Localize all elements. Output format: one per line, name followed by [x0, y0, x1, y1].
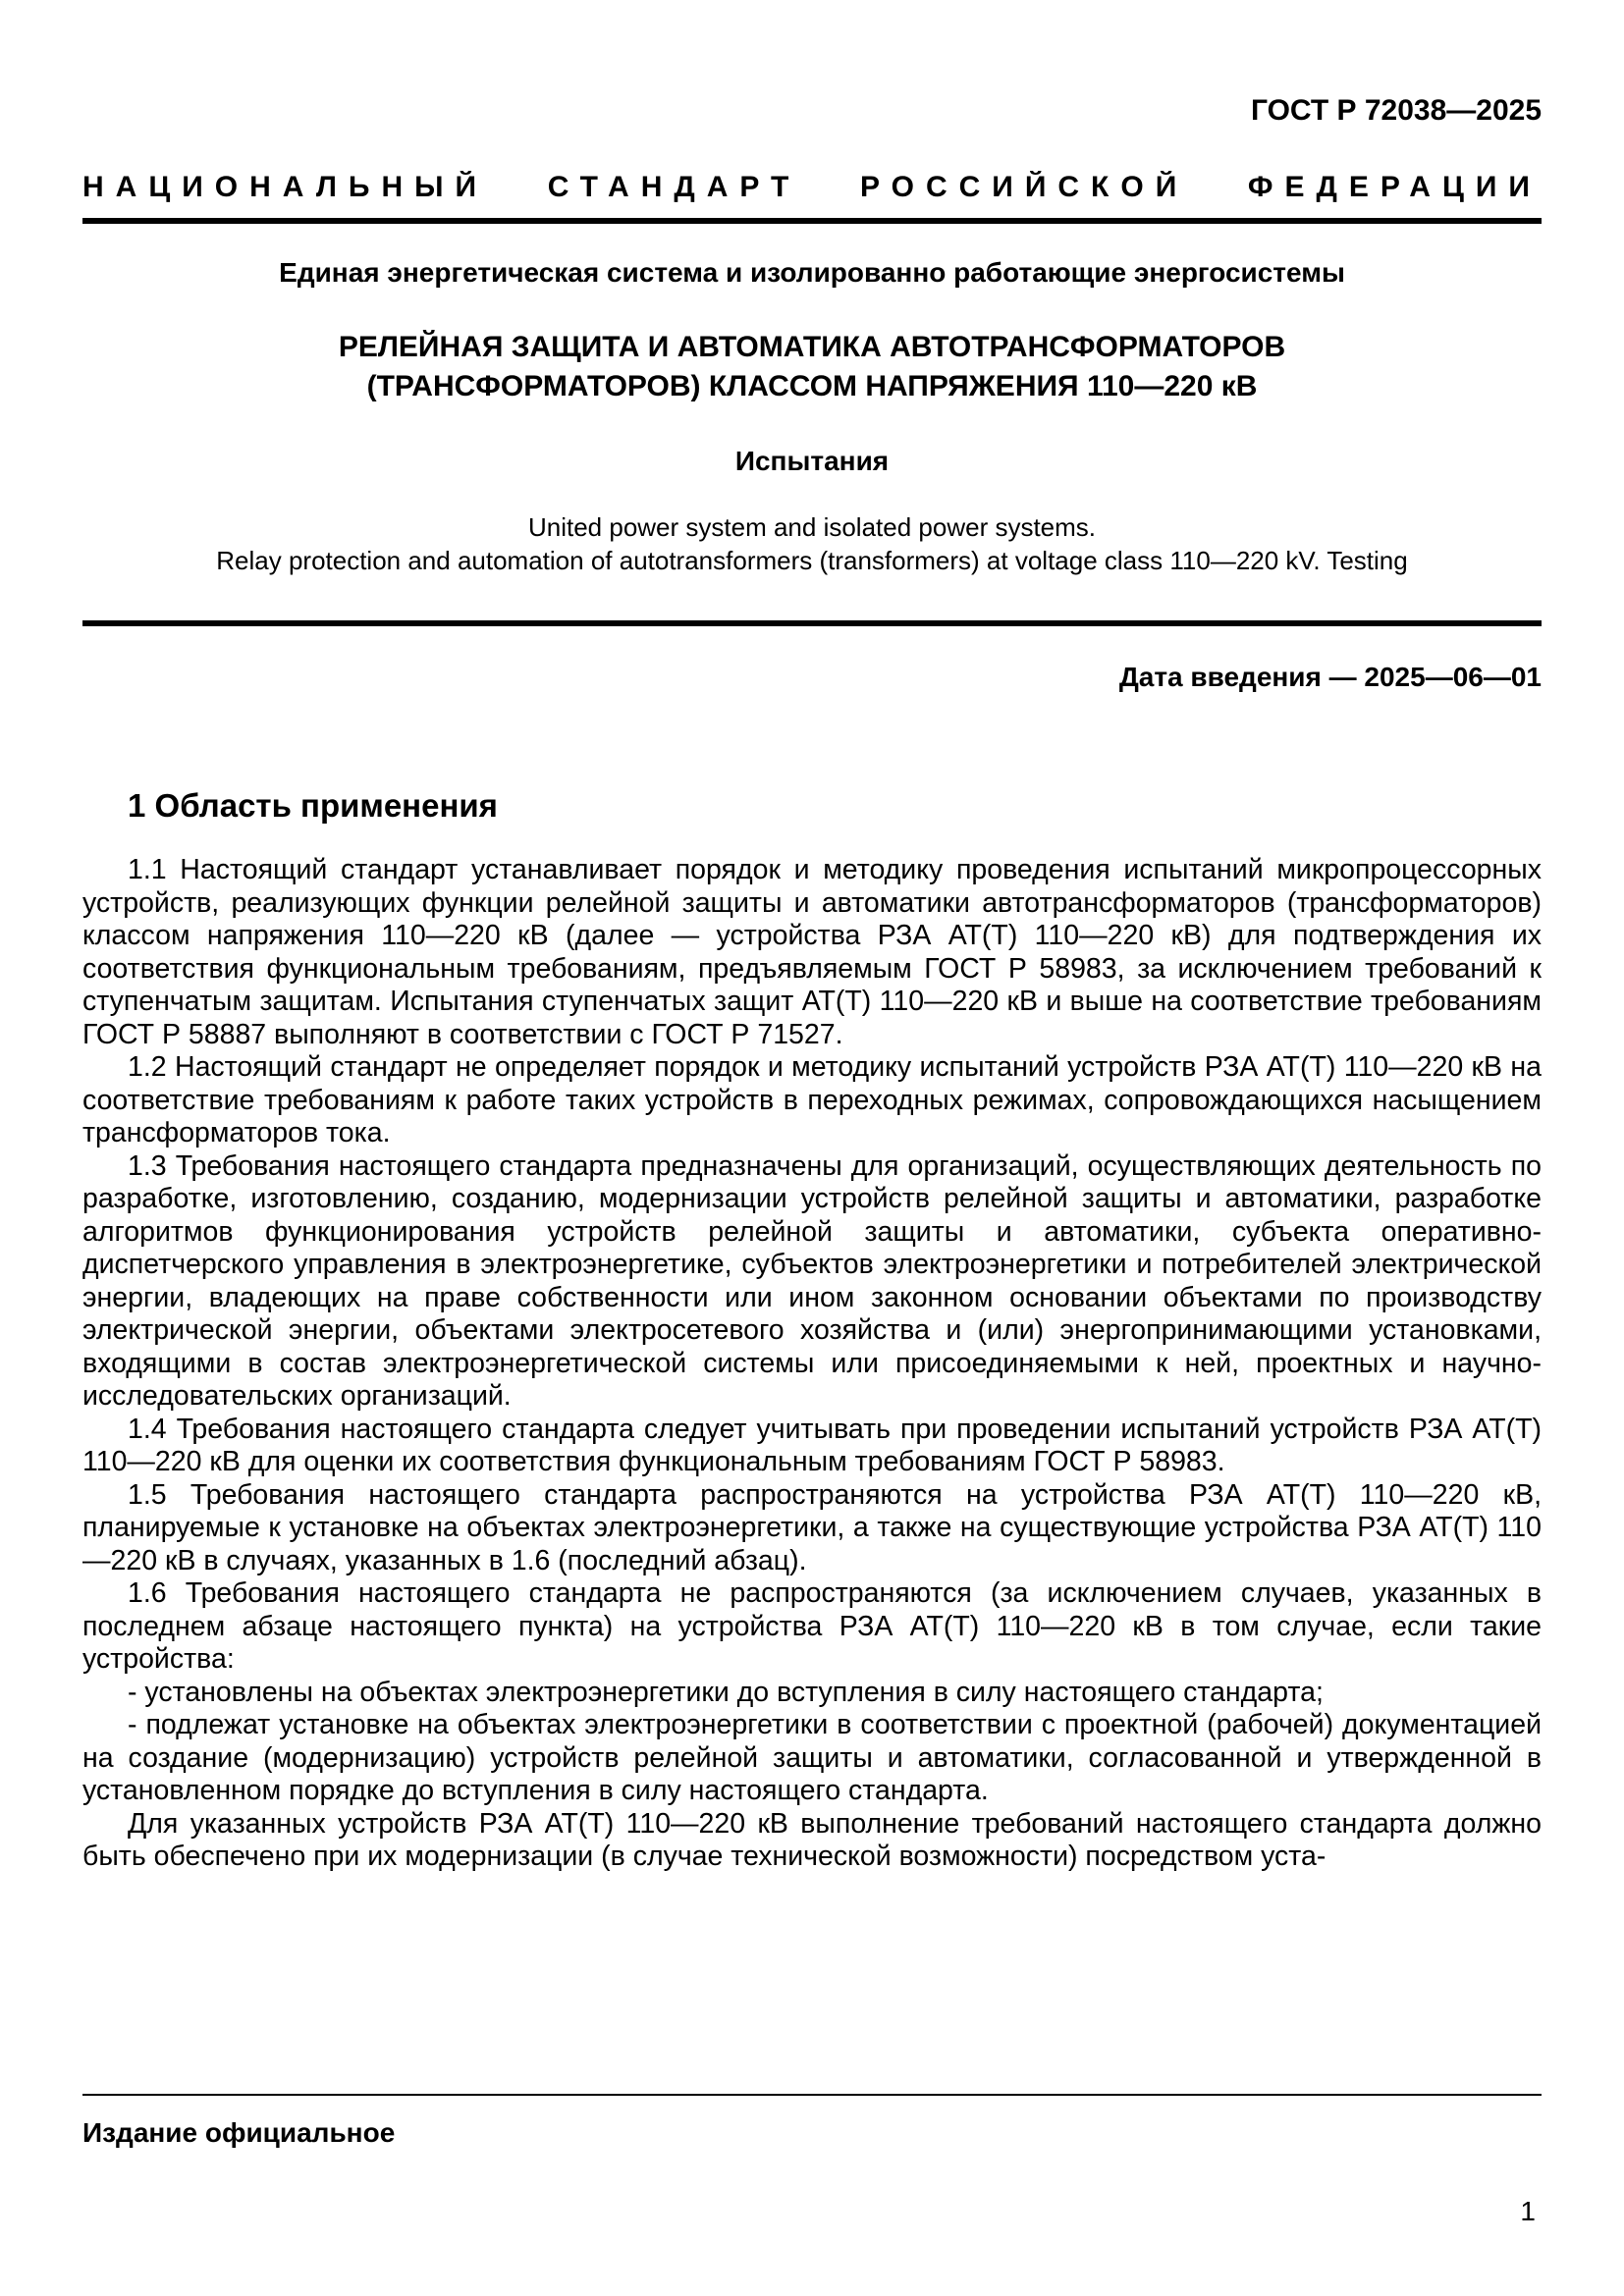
page-footer — [82, 2094, 1542, 2227]
header-rule — [82, 218, 1542, 224]
footer-rule — [82, 2094, 1542, 2096]
standard-title-line1: РЕЛЕЙНАЯ ЗАЩИТА И АВТОМАТИКА АВТОТРАНСФОРМАТОРОВ — [338, 331, 1286, 363]
section-heading: 1 Область применения — [128, 787, 498, 824]
official-edition-label: Издание официальное — [82, 2117, 396, 2148]
list-item: - установлены на объектах электроэнергетики до вступления в силу настоящего стандарта; — [128, 1676, 1324, 1708]
standard-title-english-line2: Relay protection and automation of autotransformers (transformers) at voltage class 110—220 kV. Testing — [216, 546, 1408, 575]
standard-subtitle: Испытания — [734, 446, 890, 476]
standard-title-line2: (ТРАНСФОРМАТОРОВ) КЛАССОМ НАПРЯЖЕНИЯ 110—220 кВ — [366, 370, 1258, 402]
paragraph: 1.2 Настоящий стандарт не определяет порядок и методику испытаний устройств РЗА АТ(Т) 110—220 кВ на соответствие требованиям к работе таких устройств в переходных режимах, сопровождающихся насыщением трансформаторов тока. — [82, 1051, 1542, 1148]
paragraph: 1.1 Настоящий стандарт устанавливает порядок и методику проведения испытаний микропроцессорных устройств, реализующих функции релейной защиты и автоматики автотрансформаторов (трансформаторов) классом напряжения 110—220 кВ (далее — устройства РЗА АТ(Т) 110—220 кВ) для подтверждения их соответствия функциональным требованиям, предъявляемым ГОСТ Р 58983, за исключением требований к ступенчатым защитам. Испытания ступенчатых защит АТ(Т) 110—220 кВ и выше на соответствие требованиям ГОСТ Р 58887 выполняют в соответствии с ГОСТ Р 71527. — [82, 854, 1542, 1050]
title-block-rule — [82, 620, 1542, 626]
list-item: - подлежат установке на объектах электроэнергетики в соответствии с проектной (рабочей) документацией на создание (модернизацию) устройств релейной защиты и автоматики, согласованной и утвержденной в установленном порядке до вступления в силу настоящего стандарта. — [82, 1709, 1542, 1806]
page-number: 1 — [1520, 2196, 1536, 2226]
paragraph: Для указанных устройств РЗА АТ(Т) 110—220 кВ выполнение требований настоящего стандарта должно быть обеспечено при их модернизации (в случае технической возможности) посредством уста- — [82, 1807, 1542, 1872]
standard-type-banner: НАЦИОНАЛЬНЫЙ СТАНДАРТ РОССИЙСКОЙ ФЕДЕРАЦИИ — [82, 171, 1542, 203]
body-text — [82, 854, 1542, 1874]
standard-title-english — [82, 510, 1542, 577]
paragraph: 1.3 Требования настоящего стандарта предназначены для организаций, осуществляющих деятельность по разработке, изготовлению, созданию, модернизации устройств релейной защиты и автоматики, разработке алгоритмов функционирования устройств релейной защиты и автоматики, субъекта оперативно-диспетчерского управления в электроэнергетике, субъектов электроэнергетики и потребителей электрической энергии, владеющих на праве собственности или ином законном основании объектами по производству электрической энергии, объектами электросетевого хозяйства и (или) энергопринимающими установками, входящими в состав электроэнергетической системы или присоединяемыми к ней, проектных и научно-исследовательских организаций. — [82, 1149, 1542, 1412]
effective-date: Дата введения — 2025—06—01 — [1118, 662, 1542, 692]
standard-title-english-line1: United power system and isolated power systems. — [527, 512, 1097, 542]
paragraph: 1.5 Требования настоящего стандарта распространяются на устройства РЗА АТ(Т) 110—220 кВ, планируемые к установке на объектах электроэнергетики, а также на существующие устройства РЗА АТ(Т) 110—220 кВ в случаях, указанных в 1.6 (последний абзац). — [82, 1478, 1542, 1576]
paragraph: 1.4 Требования настоящего стандарта следует учитывать при проведении испытаний устройств РЗА АТ(Т) 110—220 кВ для оценки их соответствия функциональным требованиям ГОСТ Р 58983. — [82, 1413, 1542, 1477]
doc-number: ГОСТ Р 72038—2025 — [1250, 94, 1542, 127]
standard-title — [82, 328, 1542, 406]
paragraph: 1.6 Требования настоящего стандарта не распространяются (за исключением случаев, указанных в последнем абзаце настоящего пункта) на устройства РЗА АТ(Т) 110—220 кВ в том случае, если такие устройства: — [82, 1577, 1542, 1675]
power-system-line: Единая энергетическая система и изолированно работающие энергосистемы — [279, 257, 1345, 288]
